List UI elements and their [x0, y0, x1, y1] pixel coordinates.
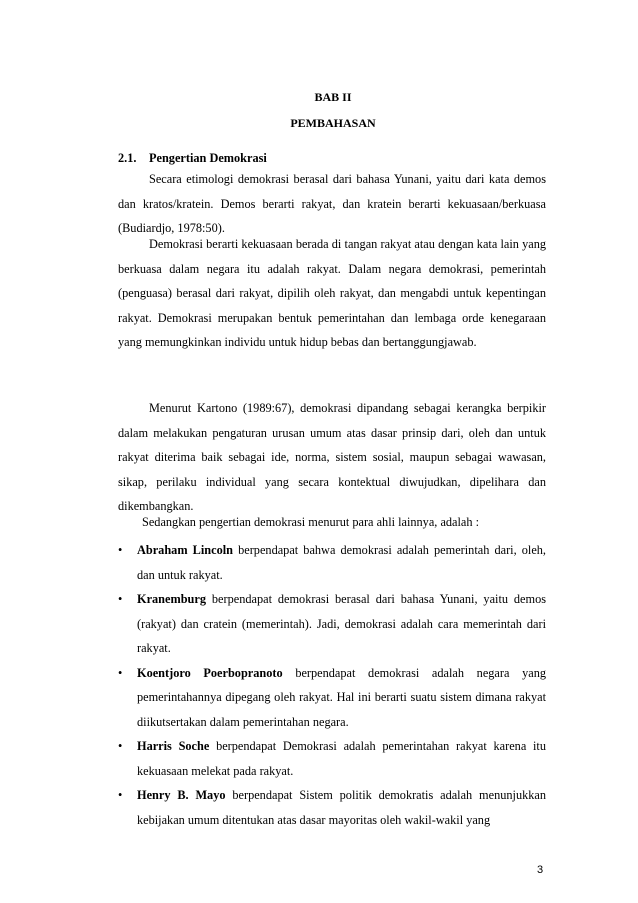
chapter-label: BAB II — [314, 90, 352, 104]
expert-name: Kranemburg — [137, 592, 206, 606]
bullet-icon: • — [118, 665, 123, 680]
experts-list — [118, 538, 546, 832]
paragraph-text: Menurut Kartono (1989:67), demokrasi dipandang sebagai kerangka berpikir dalam melakukan pengaturan urusan umum atas dasar prinsip dari, oleh dan untuk rakyat diterima baik sebagai ide, norma, sistem sosial, maupun sebagai wawasan, sikap, perilaku individual yang secara kontektual diwujudkan, dipelihara dan dikembangkan. — [118, 401, 546, 513]
list-item — [118, 538, 546, 587]
paragraph-kartono — [118, 396, 546, 519]
expert-text: berpendapat demokrasi adalah negara yang pemerintahannya dipegang oleh rakyat. Hal ini berarti suatu sistem dimana rakyat diikutsertakan dalam pemerintahan negara. — [137, 665, 547, 729]
page-number: 3 — [537, 864, 544, 876]
expert-name: Henry B. Mayo — [137, 788, 226, 802]
paragraph-etymology — [118, 167, 546, 241]
paragraph-text: Demokrasi berarti kekuasaan berada di tangan rakyat atau dengan kata lain yang berkuasa dalam negara itu adalah rakyat. Dalam negara demokrasi, pemerintah (penguasa) berasal dari rakyat, dipilih oleh rakyat, dan mengabdi untuk kepentingan rakyat. Demokrasi merupakan bentuk pemerintahan dan lembaga orde kenegaraan yang memungkinkan individu untuk hidup bebas dan bertanggungjawab. — [118, 237, 546, 349]
section-title: Pengertian Demokrasi — [149, 151, 267, 165]
bullet-icon: • — [118, 543, 123, 557]
section-heading — [118, 151, 267, 166]
expert-name: Abraham Lincoln — [137, 543, 233, 557]
expert-name: Koentjoro Poerbopranoto — [137, 665, 283, 680]
list-item — [118, 734, 546, 783]
list-item — [118, 661, 546, 735]
expert-text: berpendapat Demokrasi adalah pemerintahan rakyat karena itu kekuasaan melekat pada rakyat. — [137, 739, 546, 778]
paragraph-definition — [118, 232, 546, 355]
list-item — [118, 587, 546, 661]
expert-text: berpendapat Sistem politik demokratis adalah menunjukkan kebijakan umum ditentukan atas dasar mayoritas oleh wakil-wakil yang — [137, 788, 546, 827]
bullet-icon: • — [118, 592, 123, 606]
expert-text: berpendapat demokrasi berasal dari bahasa Yunani, yaitu demos (rakyat) dan cratein (memerintah). Jadi, demokrasi adalah cara memerintah dari rakyat. — [137, 592, 547, 655]
chapter-title: PEMBAHASAN — [290, 116, 376, 130]
paragraph-text: Secara etimologi demokrasi berasal dari bahasa Yunani, yaitu dari kata demos dan kratos/kratein. Demos berarti rakyat, dan kratein berarti kekuasaan/berkuasa (Budiardjo, 1978:50). — [118, 172, 546, 235]
experts-intro: Sedangkan pengertian demokrasi menurut para ahli lainnya, adalah : — [142, 515, 480, 529]
expert-text: berpendapat bahwa demokrasi adalah pemerintah dari, oleh, dan untuk rakyat. — [137, 543, 547, 582]
bullet-icon: • — [118, 788, 123, 802]
bullet-icon: • — [118, 739, 123, 753]
expert-name: Harris Soche — [137, 739, 210, 753]
list-item — [118, 783, 546, 832]
section-number: 2.1. — [118, 151, 137, 165]
